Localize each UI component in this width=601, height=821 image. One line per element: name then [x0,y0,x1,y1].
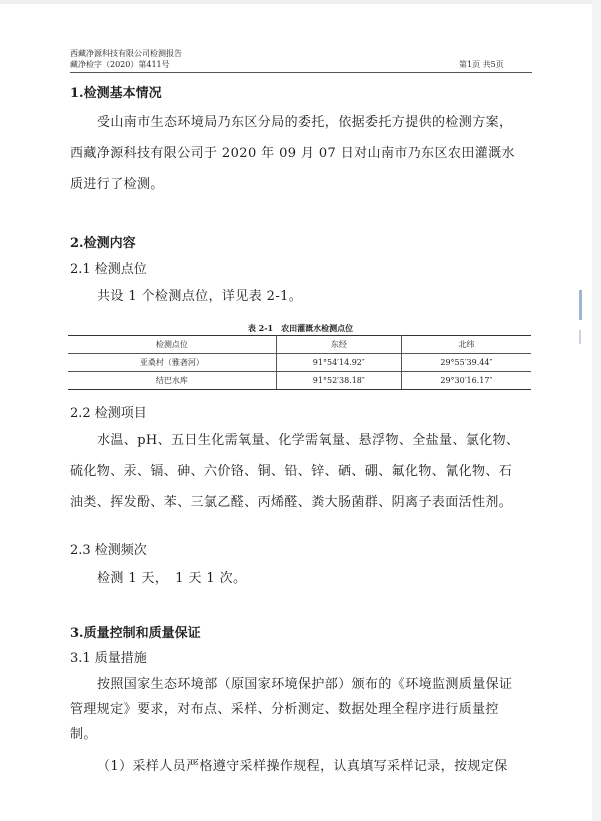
col-header-point: 检测点位 [68,336,276,354]
header-rule [70,72,532,73]
section-1-title: 1.检测基本情况 [70,86,162,101]
page-right-edge [592,0,601,821]
header-page-info: 第1页 共5页 [459,60,504,69]
section-2-1-body: 共设 1 个检测点位，详见表 2-1。 [97,289,303,304]
cell-point: 结巴水库 [68,372,276,390]
monitoring-points-table [68,335,531,390]
cell-longitude: 91°54′14.92″ [276,354,401,372]
section-2-title: 2.检测内容 [70,236,136,251]
table-row [68,372,531,390]
page-top-edge [0,0,601,4]
section-3-item-1: （1）采样人员严格遵守采样操作规程，认真填写采样记录，按规定保 [97,759,508,774]
section-2-1-title: 2.1 检测点位 [70,262,147,277]
col-header-longitude: 东经 [276,336,401,354]
header-company-report: 西藏净源科技有限公司检测报告 [70,49,182,58]
running-header [70,48,182,70]
section-2-3-body: 检测 1 天， 1 天 1 次。 [97,571,247,586]
section-3-title: 3.质量控制和质量保证 [70,626,201,641]
section-1-body: 受山南市生态环境局乃东区分局的委托，依据委托方提供的检测方案，西藏净源科技有限公司于 2020 年 09 月 07 日对山南市乃东区农田灌溉水质进行了检测。 [70,115,515,192]
table-row [68,354,531,372]
col-header-latitude: 北纬 [401,336,531,354]
cell-latitude: 29°55′39.44″ [401,354,531,372]
cell-latitude: 29°30′16.17″ [401,372,531,390]
section-2-2-title: 2.2 检测项目 [70,406,147,421]
binding-mark-icon [576,290,586,360]
cell-longitude: 91°52′38.18″ [276,372,401,390]
section-3-1-body: 按照国家生态环境部（原国家环境保护部）颁布的《环境监测质量保证管理规定》要求，对布点、采样、分析测定、数据处理全程序进行质量控制。 [70,677,513,742]
header-report-no: 藏净检字（2020）第411号 [70,60,170,69]
table-header-row [68,336,531,354]
section-2-3-title: 2.3 检测频次 [70,543,147,558]
section-2-2-body: 水温、pH、五日生化需氧量、化学需氧量、悬浮物、全盐量、氯化物、硫化物、汞、镉、砷、六价铬、铜、铅、锌、硒、硼、氟化物、氰化物、石油类、挥发酚、苯、三氯乙醛、丙烯醛、粪大肠菌群、阴离子表面活性剂。 [70,433,520,510]
table-caption: 表 2-1 农田灌溉水检测点位 [247,323,354,333]
section-3-1-title: 3.1 质量措施 [70,651,147,666]
cell-point: 亚桑村（雅砻河） [68,354,276,372]
